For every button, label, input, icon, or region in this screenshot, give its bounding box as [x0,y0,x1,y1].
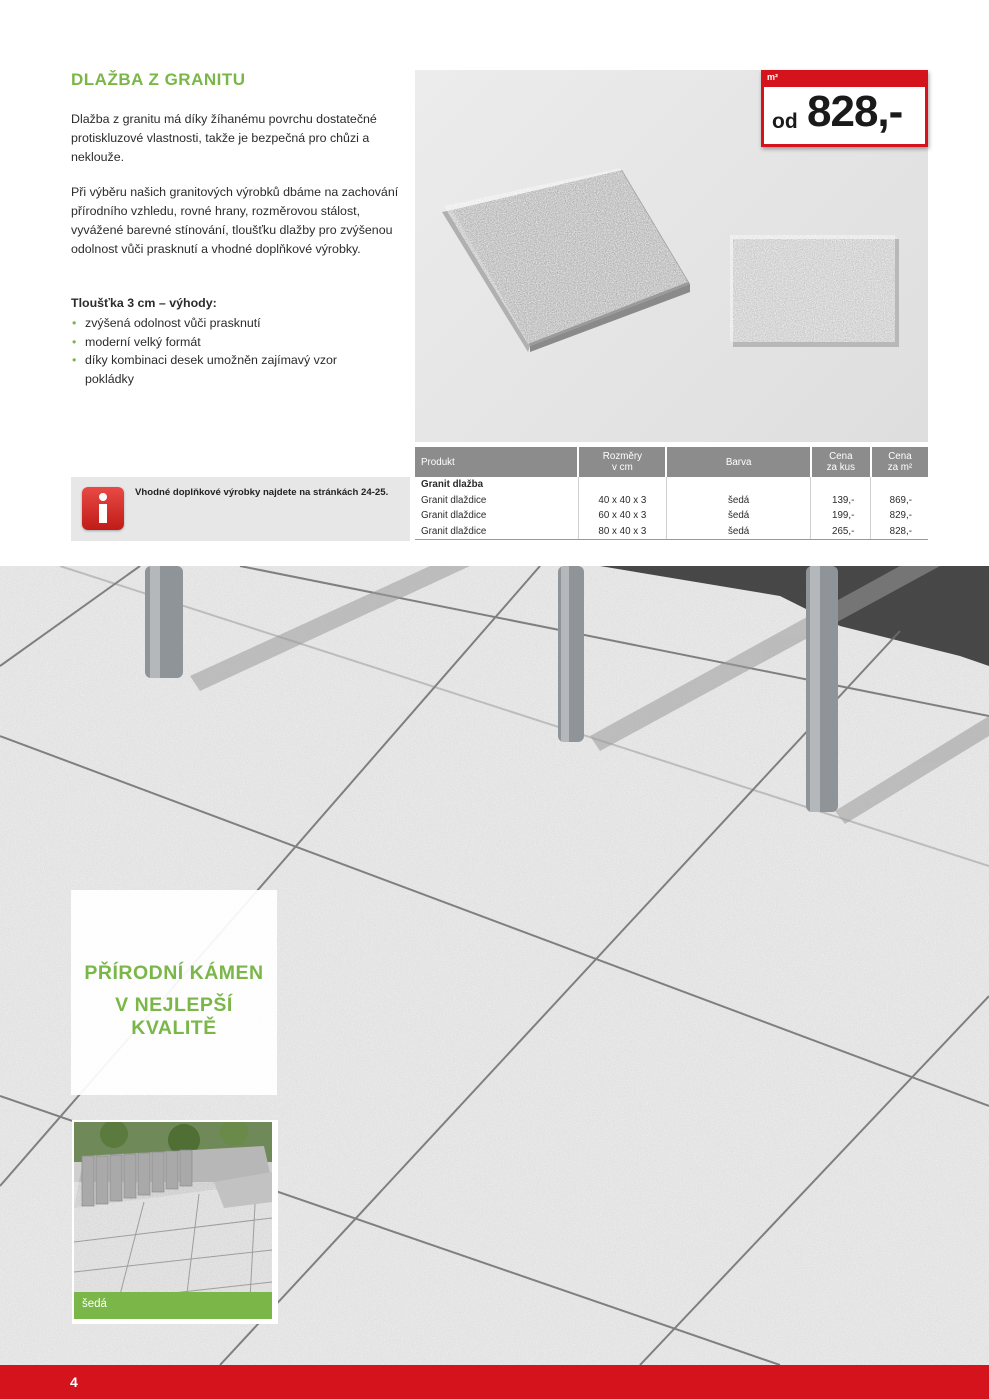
cell-price-piece: 139,- [811,493,871,509]
cell-product: Granit dlaždice [415,524,578,540]
tagline-line-2: V NEJLEPŠÍ KVALITĚ [115,994,233,1039]
cell-product: Granit dlaždice [421,510,487,522]
footer-bar [0,1365,989,1399]
header-product: Produkt [415,447,578,477]
advantage-item: • zvýšená odolnost vůči prasknutí [71,314,371,333]
group-label: Granit dlažba [421,479,484,491]
header-dimensions: Rozměry v cm [578,447,666,477]
section-title: DLAŽBA Z GRANITU [71,70,246,89]
cell-product: Granit dlaždice [421,494,487,506]
table-row [415,493,928,509]
cell-color: šedá [666,508,810,524]
info-text: Vhodné doplňkové výrobky najdete na stránkách 24-25. [135,487,389,498]
header-price-m2: Cena za m² [871,447,928,477]
thumbnail-caption-text: šedá [82,1298,107,1310]
granite-tile-flat-image [730,235,900,347]
price-prefix: od [772,110,798,133]
info-box [71,477,410,541]
advantages-list [71,314,371,388]
cell-price-m2: 828,- [871,524,928,540]
table-row [415,524,928,540]
cell-color: šedá [666,493,810,509]
price-badge [761,70,928,147]
table-header-row [415,447,928,477]
selection-paragraph: Při výběru našich granitových výrobků dbáme na zachování přírodního vzhledu, rovné hrany, rozměrovou stálost, vyvážené barevné stínování, tloušťku dlažby pro zvýšenou odolnost vůči prasknutí a vhodné doplňkové výrobky. [71,185,399,256]
advantage-item: • moderní velký formát [71,333,371,352]
cell-dimensions: 80 x 40 x 3 [578,524,666,540]
header-color: Barva [666,447,810,477]
product-table [415,447,928,540]
tagline-box [71,890,277,1095]
cell-dimensions: 40 x 40 x 3 [578,493,666,509]
cell-dimensions: 60 x 40 x 3 [578,508,666,524]
tagline-line-1: PŘÍRODNÍ KÁMEN [84,962,264,984]
thumbnail-caption [74,1292,272,1319]
header-price-piece: Cena za kus [811,447,871,477]
table-row [415,508,928,524]
info-icon [82,487,124,530]
garden-patio-thumbnail-image [74,1122,272,1318]
advantages-title: Tloušťka 3 cm – výhody: [71,296,217,310]
price-value: 828,- [807,87,903,136]
price-unit: m² [767,72,778,82]
cell-price-piece: 265,- [811,524,871,540]
page-number: 4 [70,1374,78,1390]
cell-price-m2: 869,- [871,493,928,509]
cell-price-piece: 199,- [811,508,871,524]
cell-price-m2: 829,- [871,508,928,524]
cell-color: šedá [666,524,810,540]
table-group-row [415,477,928,493]
granite-tile-angled-image [442,168,692,353]
advantage-item: • díky kombinaci desek umožněn zajímavý vzor pokládky [71,351,371,388]
intro-paragraph: Dlažba z granitu má díky žíhanému povrchu dostatečné protiskluzové vlastnosti, takže je bezpečná pro chůzi a neklouže. [71,112,377,164]
